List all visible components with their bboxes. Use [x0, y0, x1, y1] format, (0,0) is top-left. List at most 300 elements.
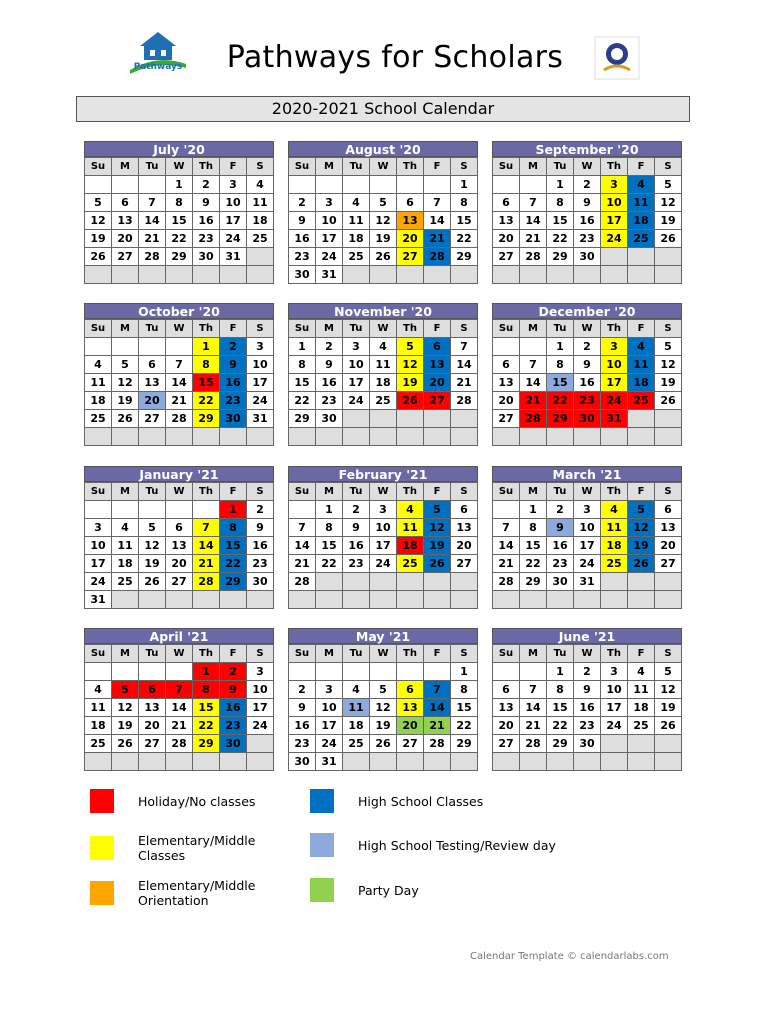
day-cell: 14 — [520, 374, 547, 392]
empty-day-cell — [493, 338, 520, 356]
day-cell: 23 — [289, 735, 316, 753]
day-cell: 29 — [547, 735, 574, 753]
page-header — [0, 0, 768, 90]
day-cell: 23 — [343, 555, 370, 573]
day-cell: 1 — [451, 663, 478, 681]
school-seal-icon — [594, 36, 640, 80]
day-cell: 12 — [655, 681, 682, 699]
day-cell: 18 — [628, 374, 655, 392]
day-cell: 13 — [493, 699, 520, 717]
empty-day-cell — [112, 176, 139, 194]
weekday-header: Su — [85, 645, 112, 663]
day-cell: 21 — [166, 392, 193, 410]
empty-day-cell — [424, 266, 451, 284]
day-cell: 19 — [85, 230, 112, 248]
empty-day-cell — [628, 591, 655, 609]
weekday-header: M — [316, 645, 343, 663]
empty-day-cell — [493, 591, 520, 609]
weekday-header: S — [451, 645, 478, 663]
day-cell: 25 — [397, 555, 424, 573]
empty-day-cell — [370, 428, 397, 446]
day-cell: 23 — [547, 555, 574, 573]
empty-day-cell — [493, 428, 520, 446]
day-cell: 28 — [166, 735, 193, 753]
day-cell: 10 — [316, 212, 343, 230]
day-cell: 2 — [343, 501, 370, 519]
day-cell: 11 — [370, 356, 397, 374]
day-cell: 24 — [316, 735, 343, 753]
weekday-header: F — [424, 483, 451, 501]
month-name: January '21 — [84, 466, 274, 482]
empty-day-cell — [601, 428, 628, 446]
empty-day-cell — [547, 266, 574, 284]
day-cell: 15 — [289, 374, 316, 392]
weekday-header: S — [451, 158, 478, 176]
day-cell: 4 — [628, 663, 655, 681]
day-cell: 26 — [85, 248, 112, 266]
day-cell: 9 — [247, 519, 274, 537]
empty-day-cell — [370, 410, 397, 428]
weekday-header: Tu — [547, 483, 574, 501]
weekday-header: Th — [397, 645, 424, 663]
day-cell: 6 — [112, 194, 139, 212]
day-cell: 20 — [451, 537, 478, 555]
day-cell: 22 — [451, 717, 478, 735]
day-cell: 17 — [343, 374, 370, 392]
day-cell: 13 — [139, 699, 166, 717]
weekday-header: Th — [193, 320, 220, 338]
empty-day-cell — [424, 663, 451, 681]
month-name: October '20 — [84, 303, 274, 319]
day-cell: 13 — [397, 699, 424, 717]
day-cell: 21 — [424, 717, 451, 735]
legend-label: Elementary/Middle Orientation — [138, 878, 256, 908]
weekday-header: F — [628, 645, 655, 663]
day-cell: 8 — [547, 194, 574, 212]
day-cell: 15 — [193, 374, 220, 392]
day-cell: 26 — [370, 248, 397, 266]
day-cell: 28 — [424, 735, 451, 753]
month-name: December '20 — [492, 303, 682, 319]
day-cell: 12 — [112, 374, 139, 392]
day-cell: 5 — [655, 663, 682, 681]
weekday-header: Tu — [139, 158, 166, 176]
empty-day-cell — [316, 176, 343, 194]
weekday-header: Th — [397, 483, 424, 501]
empty-day-cell — [547, 428, 574, 446]
empty-day-cell — [85, 176, 112, 194]
empty-day-cell — [112, 753, 139, 771]
weekday-header: F — [628, 320, 655, 338]
empty-day-cell — [343, 573, 370, 591]
day-cell: 13 — [139, 374, 166, 392]
day-cell: 8 — [193, 356, 220, 374]
day-cell: 10 — [370, 519, 397, 537]
day-cell: 1 — [220, 501, 247, 519]
weekday-header: M — [520, 158, 547, 176]
weekday-header: M — [316, 158, 343, 176]
day-cell: 8 — [520, 519, 547, 537]
day-cell: 25 — [601, 555, 628, 573]
weekday-header: M — [316, 320, 343, 338]
legend-swatch — [90, 881, 114, 905]
day-cell: 21 — [193, 555, 220, 573]
empty-day-cell — [655, 753, 682, 771]
day-cell: 23 — [193, 230, 220, 248]
day-cell: 30 — [574, 410, 601, 428]
day-cell: 12 — [370, 699, 397, 717]
day-cell: 2 — [220, 663, 247, 681]
day-cell: 22 — [316, 555, 343, 573]
day-cell: 20 — [424, 374, 451, 392]
day-cell: 22 — [547, 392, 574, 410]
weekday-header: S — [247, 158, 274, 176]
empty-day-cell — [316, 591, 343, 609]
logo-text: Pathways — [133, 62, 183, 72]
weekday-header: S — [247, 645, 274, 663]
day-cell: 25 — [370, 392, 397, 410]
day-cell: 5 — [112, 356, 139, 374]
empty-day-cell — [628, 428, 655, 446]
day-cell: 21 — [424, 230, 451, 248]
legend-item — [90, 789, 288, 813]
day-cell: 4 — [112, 519, 139, 537]
day-cell: 18 — [397, 537, 424, 555]
empty-day-cell — [343, 428, 370, 446]
day-cell: 27 — [166, 573, 193, 591]
day-cell: 18 — [601, 537, 628, 555]
day-cell: 27 — [424, 392, 451, 410]
day-cell: 15 — [316, 537, 343, 555]
day-cell: 1 — [316, 501, 343, 519]
day-cell: 4 — [343, 194, 370, 212]
day-cell: 26 — [424, 555, 451, 573]
empty-day-cell — [370, 176, 397, 194]
legend-label: High School Classes — [358, 793, 484, 809]
day-cell: 20 — [166, 555, 193, 573]
weekday-header: Tu — [139, 320, 166, 338]
weekday-header: Tu — [139, 645, 166, 663]
day-cell: 20 — [655, 537, 682, 555]
day-cell: 15 — [547, 699, 574, 717]
day-cell: 9 — [343, 519, 370, 537]
day-cell: 7 — [493, 519, 520, 537]
empty-day-cell — [316, 428, 343, 446]
empty-day-cell — [493, 501, 520, 519]
month-name: May '21 — [288, 628, 478, 644]
day-cell: 19 — [655, 212, 682, 230]
weekday-header: F — [628, 158, 655, 176]
empty-day-cell — [451, 573, 478, 591]
empty-day-cell — [85, 266, 112, 284]
month-calendar — [288, 466, 478, 609]
day-cell: 14 — [424, 699, 451, 717]
empty-day-cell — [316, 663, 343, 681]
day-cell: 1 — [547, 338, 574, 356]
day-cell: 27 — [112, 248, 139, 266]
day-cell: 22 — [547, 717, 574, 735]
day-cell: 11 — [397, 519, 424, 537]
month-calendar — [84, 466, 274, 609]
day-cell: 11 — [343, 699, 370, 717]
day-cell: 6 — [424, 338, 451, 356]
day-cell: 24 — [85, 573, 112, 591]
day-cell: 17 — [85, 555, 112, 573]
empty-day-cell — [166, 501, 193, 519]
month-calendar — [492, 141, 682, 284]
day-cell: 27 — [397, 735, 424, 753]
empty-day-cell — [220, 266, 247, 284]
day-cell: 8 — [451, 681, 478, 699]
weekday-header: Su — [289, 483, 316, 501]
month-calendar — [84, 303, 274, 446]
weekday-header: M — [112, 483, 139, 501]
day-cell: 3 — [601, 663, 628, 681]
day-cell: 29 — [220, 573, 247, 591]
day-cell: 9 — [289, 212, 316, 230]
day-cell: 25 — [247, 230, 274, 248]
day-cell: 11 — [628, 681, 655, 699]
calendar-title: 2020-2021 School Calendar — [76, 96, 690, 122]
day-cell: 2 — [574, 663, 601, 681]
day-cell: 1 — [547, 176, 574, 194]
day-cell: 2 — [574, 338, 601, 356]
empty-day-cell — [370, 266, 397, 284]
day-cell: 11 — [628, 194, 655, 212]
day-cell: 16 — [316, 374, 343, 392]
day-cell: 29 — [193, 410, 220, 428]
day-cell: 22 — [193, 392, 220, 410]
empty-day-cell — [493, 753, 520, 771]
day-cell: 2 — [220, 338, 247, 356]
day-cell: 21 — [289, 555, 316, 573]
day-cell: 14 — [493, 537, 520, 555]
month-calendar — [288, 141, 478, 284]
empty-day-cell — [112, 591, 139, 609]
day-cell: 20 — [493, 230, 520, 248]
day-cell: 1 — [289, 338, 316, 356]
empty-day-cell — [370, 573, 397, 591]
day-cell: 23 — [574, 392, 601, 410]
legend-item — [90, 878, 288, 908]
day-cell: 3 — [85, 519, 112, 537]
weekday-header: Tu — [343, 320, 370, 338]
day-cell: 4 — [247, 176, 274, 194]
day-cell: 4 — [397, 501, 424, 519]
empty-day-cell — [628, 266, 655, 284]
day-cell: 20 — [493, 392, 520, 410]
day-cell: 25 — [85, 735, 112, 753]
empty-day-cell — [520, 266, 547, 284]
day-cell: 4 — [85, 681, 112, 699]
day-cell: 30 — [220, 410, 247, 428]
day-cell: 7 — [520, 194, 547, 212]
day-cell: 15 — [451, 699, 478, 717]
day-cell: 22 — [451, 230, 478, 248]
day-cell: 4 — [628, 338, 655, 356]
day-cell: 28 — [520, 735, 547, 753]
empty-day-cell — [628, 573, 655, 591]
empty-day-cell — [628, 753, 655, 771]
pathways-logo — [128, 24, 188, 80]
day-cell: 21 — [166, 717, 193, 735]
weekday-header: M — [112, 158, 139, 176]
day-cell: 26 — [655, 230, 682, 248]
day-cell: 15 — [520, 537, 547, 555]
day-cell: 2 — [289, 681, 316, 699]
day-cell: 20 — [493, 717, 520, 735]
day-cell: 29 — [193, 735, 220, 753]
month-name: July '20 — [84, 141, 274, 157]
empty-day-cell — [370, 663, 397, 681]
weekday-header: Su — [85, 483, 112, 501]
weekday-header: Su — [289, 158, 316, 176]
weekday-header: Tu — [139, 483, 166, 501]
day-cell: 22 — [220, 555, 247, 573]
empty-day-cell — [451, 410, 478, 428]
day-cell: 16 — [289, 717, 316, 735]
weekday-header: Su — [85, 158, 112, 176]
day-cell: 22 — [166, 230, 193, 248]
weekday-header: Th — [601, 483, 628, 501]
day-cell: 3 — [343, 338, 370, 356]
day-cell: 22 — [520, 555, 547, 573]
empty-day-cell — [220, 428, 247, 446]
empty-day-cell — [520, 591, 547, 609]
empty-day-cell — [397, 591, 424, 609]
weekday-header: Su — [289, 645, 316, 663]
weekday-header: F — [220, 320, 247, 338]
empty-day-cell — [247, 248, 274, 266]
day-cell: 6 — [493, 681, 520, 699]
weekday-header: Th — [193, 158, 220, 176]
empty-day-cell — [370, 591, 397, 609]
page-title: Pathways for Scholars — [226, 40, 564, 75]
weekday-header: S — [655, 158, 682, 176]
empty-day-cell — [451, 266, 478, 284]
day-cell: 7 — [451, 338, 478, 356]
day-cell: 1 — [166, 176, 193, 194]
day-cell: 4 — [628, 176, 655, 194]
weekday-header: W — [370, 320, 397, 338]
day-cell: 6 — [139, 681, 166, 699]
day-cell: 27 — [493, 410, 520, 428]
day-cell: 15 — [547, 212, 574, 230]
day-cell: 3 — [574, 501, 601, 519]
empty-day-cell — [655, 573, 682, 591]
empty-day-cell — [628, 248, 655, 266]
empty-day-cell — [247, 591, 274, 609]
day-cell: 14 — [520, 212, 547, 230]
day-cell: 12 — [655, 194, 682, 212]
day-cell: 21 — [139, 230, 166, 248]
weekday-header: Th — [601, 158, 628, 176]
day-cell: 24 — [574, 555, 601, 573]
day-cell: 12 — [112, 699, 139, 717]
day-cell: 15 — [220, 537, 247, 555]
empty-day-cell — [424, 591, 451, 609]
day-cell: 7 — [166, 356, 193, 374]
day-cell: 17 — [316, 230, 343, 248]
day-cell: 30 — [289, 753, 316, 771]
day-cell: 16 — [193, 212, 220, 230]
day-cell: 10 — [601, 194, 628, 212]
day-cell: 25 — [628, 392, 655, 410]
day-cell: 30 — [547, 573, 574, 591]
day-cell: 23 — [220, 392, 247, 410]
day-cell: 26 — [139, 573, 166, 591]
day-cell: 1 — [451, 176, 478, 194]
empty-day-cell — [166, 338, 193, 356]
day-cell: 30 — [193, 248, 220, 266]
day-cell: 7 — [520, 681, 547, 699]
day-cell: 2 — [547, 501, 574, 519]
day-cell: 29 — [547, 410, 574, 428]
legend-label: Holiday/No classes — [138, 793, 256, 809]
empty-day-cell — [112, 663, 139, 681]
month-calendar — [288, 628, 478, 771]
empty-day-cell — [493, 663, 520, 681]
empty-day-cell — [166, 753, 193, 771]
empty-day-cell — [655, 266, 682, 284]
day-cell: 17 — [601, 374, 628, 392]
weekday-header: W — [166, 483, 193, 501]
day-cell: 31 — [85, 591, 112, 609]
footer-credit: Calendar Template © calendarlabs.com — [470, 951, 669, 962]
day-cell: 24 — [601, 230, 628, 248]
weekday-header: Su — [493, 645, 520, 663]
empty-day-cell — [343, 176, 370, 194]
month-name: November '20 — [288, 303, 478, 319]
empty-day-cell — [343, 753, 370, 771]
day-cell: 10 — [247, 681, 274, 699]
legend-label: High School Testing/Review day — [358, 837, 556, 853]
day-cell: 16 — [247, 537, 274, 555]
day-cell: 23 — [220, 717, 247, 735]
day-cell: 23 — [574, 717, 601, 735]
empty-day-cell — [166, 266, 193, 284]
empty-day-cell — [628, 410, 655, 428]
day-cell: 6 — [139, 356, 166, 374]
empty-day-cell — [574, 266, 601, 284]
day-cell: 30 — [247, 573, 274, 591]
day-cell: 20 — [139, 392, 166, 410]
day-cell: 10 — [574, 519, 601, 537]
day-cell: 12 — [424, 519, 451, 537]
empty-day-cell — [451, 753, 478, 771]
day-cell: 5 — [370, 681, 397, 699]
weekday-header: F — [220, 645, 247, 663]
day-cell: 4 — [370, 338, 397, 356]
day-cell: 24 — [247, 392, 274, 410]
day-cell: 18 — [628, 212, 655, 230]
month-name: February '21 — [288, 466, 478, 482]
day-cell: 16 — [343, 537, 370, 555]
empty-day-cell — [520, 176, 547, 194]
empty-day-cell — [343, 266, 370, 284]
empty-day-cell — [139, 266, 166, 284]
day-cell: 30 — [289, 266, 316, 284]
day-cell: 14 — [193, 537, 220, 555]
weekday-header: F — [220, 483, 247, 501]
empty-day-cell — [112, 501, 139, 519]
weekday-header: M — [316, 483, 343, 501]
weekday-header: M — [520, 483, 547, 501]
day-cell: 3 — [370, 501, 397, 519]
day-cell: 21 — [520, 717, 547, 735]
day-cell: 27 — [493, 248, 520, 266]
empty-day-cell — [601, 266, 628, 284]
